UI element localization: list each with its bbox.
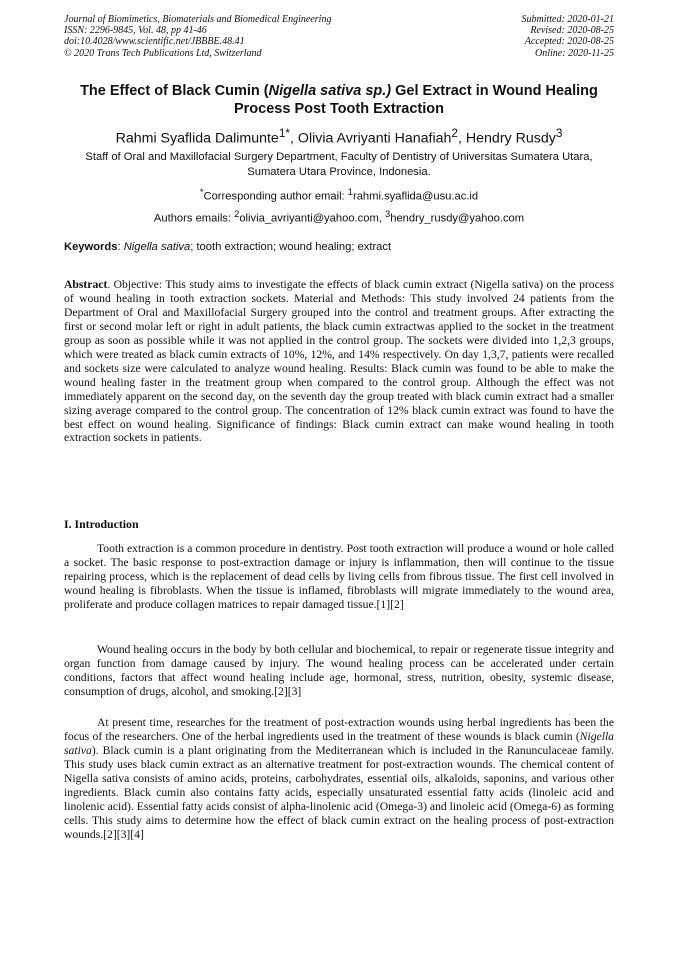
email-3-sup: 3 <box>385 209 391 219</box>
title-text-1: The Effect of Black Cumin ( <box>80 83 269 99</box>
author-3: Hendry Rusdy <box>465 130 556 147</box>
date-online: Online: 2020-11-25 <box>535 47 614 59</box>
abstract-text: . Objective: This study aims to investigate the effects of black cumin extract (Nigella sativa) on the process of wound healing in tooth extraction sockets. Material and Methods: This study involved 24 patients from the Department of Oral and Maxillofacial Surgery grouped into the control and treatment groups. After extracting the first or second molar left or right in adult patients, the black cumin extractwas applied to the socket in the treatment group as soon as possible while it was not applied in the control group. The sockets were divided into 1,2,3 groups, which were treated as black cumin extracts of 10%, 12%, and 14% respectively. On day 1,3,7, patients were recalled and sockets size were calculated to analyze wound healing. Results: Black cumin was found to be able to make the wound healing faster in the treatment group when compared to the control group. Although the effect was not immediately apparent on the second day, on the seventh day the group treated with black cumin extract had a smaller sizing average compared to the control group. The concentration of 12% black cumin extract was found to have the best effect on wound healing. Significance of findings: Black cumin extract can make wound healing in tooth extraction sockets in patients. <box>64 278 614 445</box>
intro-paragraph-3 <box>64 716 614 842</box>
date-accepted: Accepted: 2020-08-25 <box>524 36 614 48</box>
author-1-sup: 1* <box>278 126 291 140</box>
intro-paragraph-2: Wound healing occurs in the body by both cellular and biochemical, to repair or regenerate tissue integrity and organ function from damage caused by injury. The wound healing process can be accelerated under certain conditions, factors that affect wound healing include age, hormonal, stress, nutrition, obesity, systemic disease, consumption of drugs, alcohol, and smoking.[2][3] <box>64 643 614 698</box>
abstract-label: Abstract <box>64 278 108 291</box>
abstract <box>64 278 614 445</box>
corr-sup: 1 <box>347 187 353 197</box>
email-2-sup: 2 <box>234 209 240 219</box>
paper-title <box>64 82 614 118</box>
journal-info <box>64 14 331 59</box>
date-submitted: Submitted: 2020-01-21 <box>521 14 614 25</box>
keywords <box>64 240 614 254</box>
corresponding-author <box>64 185 614 204</box>
journal-header <box>64 14 614 59</box>
corr-star: * <box>199 187 204 197</box>
journal-doi[interactable]: doi:10.4028/www.scientific.net/JBBBE.48.41 <box>64 36 245 48</box>
author-2: Olivia Avriyanti Hanafiah <box>297 130 452 147</box>
keywords-label: Keywords <box>64 241 118 253</box>
corr-label: Corresponding author email: <box>203 190 348 203</box>
keywords-rest: ; tooth extraction; wound healing; extract <box>190 241 392 253</box>
keywords-colon: : <box>117 241 124 253</box>
author-3-sup: 3 <box>555 126 563 140</box>
keyword-italic: Nigella sativa <box>123 241 191 253</box>
p3-text-a: At present time, researches for the treatment of post-extraction wounds using herbal ingredients has been the focus of the researchers. One of the herbal ingredients used in the treatment of these wounds is black cumin ( <box>64 716 614 743</box>
p3-text-b: ). Black cumin is a plant originating from the Mediterranean which is included in the Ranunculaceae family. This study uses black cumin extract as an alternative treatment for post-extraction wounds. The chemical content of Nigella sativa consists of amino acids, proteins, carbohydrates, essential oils, alkaloids, saponins, and various other ingredients. Black cumin also contains fatty acids, especially unsaturated essential fatty acids (linoleic acid and linolenic acid). Essential fatty acids consist of alpha-linolenic acid (Omega-3) and linoleic acid (Omega-6) as forming cells. This study aims to determine how the effect of black cumin extract on the healing process of post-extraction wounds.[2][3][4] <box>64 743 614 841</box>
journal-issn: ISSN: 2296-9845, Vol. 48, pp 41-46 <box>64 25 207 37</box>
author-2-sup: 2 <box>451 126 459 140</box>
title-italic: Nigella sativa sp.) <box>268 83 392 99</box>
publication-dates <box>522 14 615 59</box>
emails-label: Authors emails: <box>153 212 235 225</box>
p3-italic: Nigella sativa <box>64 729 614 757</box>
email-3[interactable]: hendry_rusdy@yahoo.com <box>390 212 525 225</box>
title-text-2: Gel Extract in Wound Healing Process Post Tooth Extraction <box>233 83 598 117</box>
authors-emails <box>64 207 614 226</box>
journal-copyright: © 2020 Trans Tech Publications Ltd, Switzerland <box>64 47 262 59</box>
author-list: Rahmi Syaflida Dalimunte$^{1*}$, Olivia Avriyanti Hanafiah$^2$, Hendry Rusdy$^3$ <box>115 126 563 147</box>
corr-email[interactable]: rahmi.syaflida@usu.ac.id <box>352 190 479 203</box>
section-heading: I. Introduction <box>64 517 139 531</box>
affiliation: Staff of Oral and Maxillofacial Surgery Department, Faculty of Dentistry of Universitas Sumatera Utara, Sumatera Utara Province, Indonesia. <box>85 151 593 178</box>
journal-name: Journal of Biomimetics, Biomaterials and Biomedical Engineering <box>64 14 332 25</box>
date-revised: Revised: 2020-08-25 <box>530 25 614 37</box>
email-2[interactable]: olivia_avriyanti@yahoo.com, <box>239 212 386 225</box>
author-1: Rahmi Syaflida Dalimunte <box>115 130 279 147</box>
intro-paragraph-1: Tooth extraction is a common procedure in dentistry. Post tooth extraction will produce a wound or hole called a socket. The basic response to post-extraction damage or injury is inflammation, then will continue to the tissue repairing process, which is the replacement of dead cells by living cells from fibrous tissue. The first cell involved in wound healing is fibroblasts. When the tissue is inflamed, fibroblasts will migrate immediately to the wound area, proliferate and produce collagen matrices to repair damaged tissue.[1][2] <box>64 542 614 611</box>
